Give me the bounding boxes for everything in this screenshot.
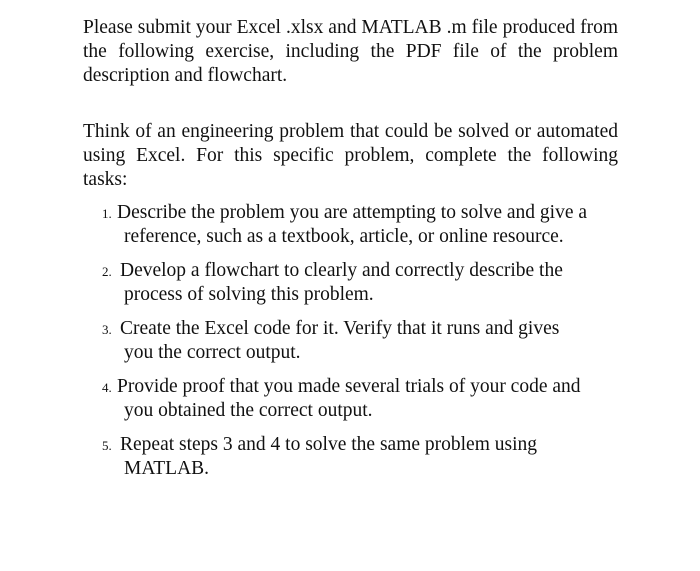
task-item-4 — [83, 375, 618, 423]
task-text-line-2: process of solving this problem. — [124, 284, 374, 305]
task-number: 5. — [102, 438, 112, 453]
lead-paragraph: Think of an engineering problem that could be solved or automated using Excel. For this specific problem, complete the following tasks: — [83, 121, 618, 190]
task-text-line-1: Repeat steps 3 and 4 to solve the same problem using — [120, 434, 538, 455]
task-text-line-1: Provide proof that you made several trials of your code and — [117, 376, 581, 397]
task-item-3 — [83, 317, 618, 365]
document-page — [83, 16, 618, 491]
task-text-line-1: Describe the problem you are attempting to solve and give a — [117, 202, 588, 223]
task-text-line-1: Create the Excel code for it. Verify that it runs and gives — [120, 318, 560, 339]
task-item-5 — [83, 433, 618, 481]
task-number: 2. — [102, 264, 112, 279]
task-list — [83, 201, 618, 481]
task-item-2 — [83, 259, 618, 307]
task-text-line-1: Develop a flowchart to clearly and correctly describe the — [120, 260, 563, 281]
task-text-line-2: you the correct output. — [124, 342, 301, 363]
task-number: 4. — [102, 380, 112, 395]
task-text-line-2: MATLAB. — [124, 458, 210, 479]
task-number: 3. — [102, 322, 112, 337]
task-number: 1. — [102, 206, 112, 221]
task-text-line-2: you obtained the correct output. — [124, 400, 373, 421]
task-item-1 — [83, 201, 618, 249]
intro-paragraph: Please submit your Excel .xlsx and MATLAB .m file produced from the following exercise, including the PDF file of the problem description and flowchart. — [83, 17, 618, 86]
task-text-line-2: reference, such as a textbook, article, or online resource. — [124, 226, 564, 247]
